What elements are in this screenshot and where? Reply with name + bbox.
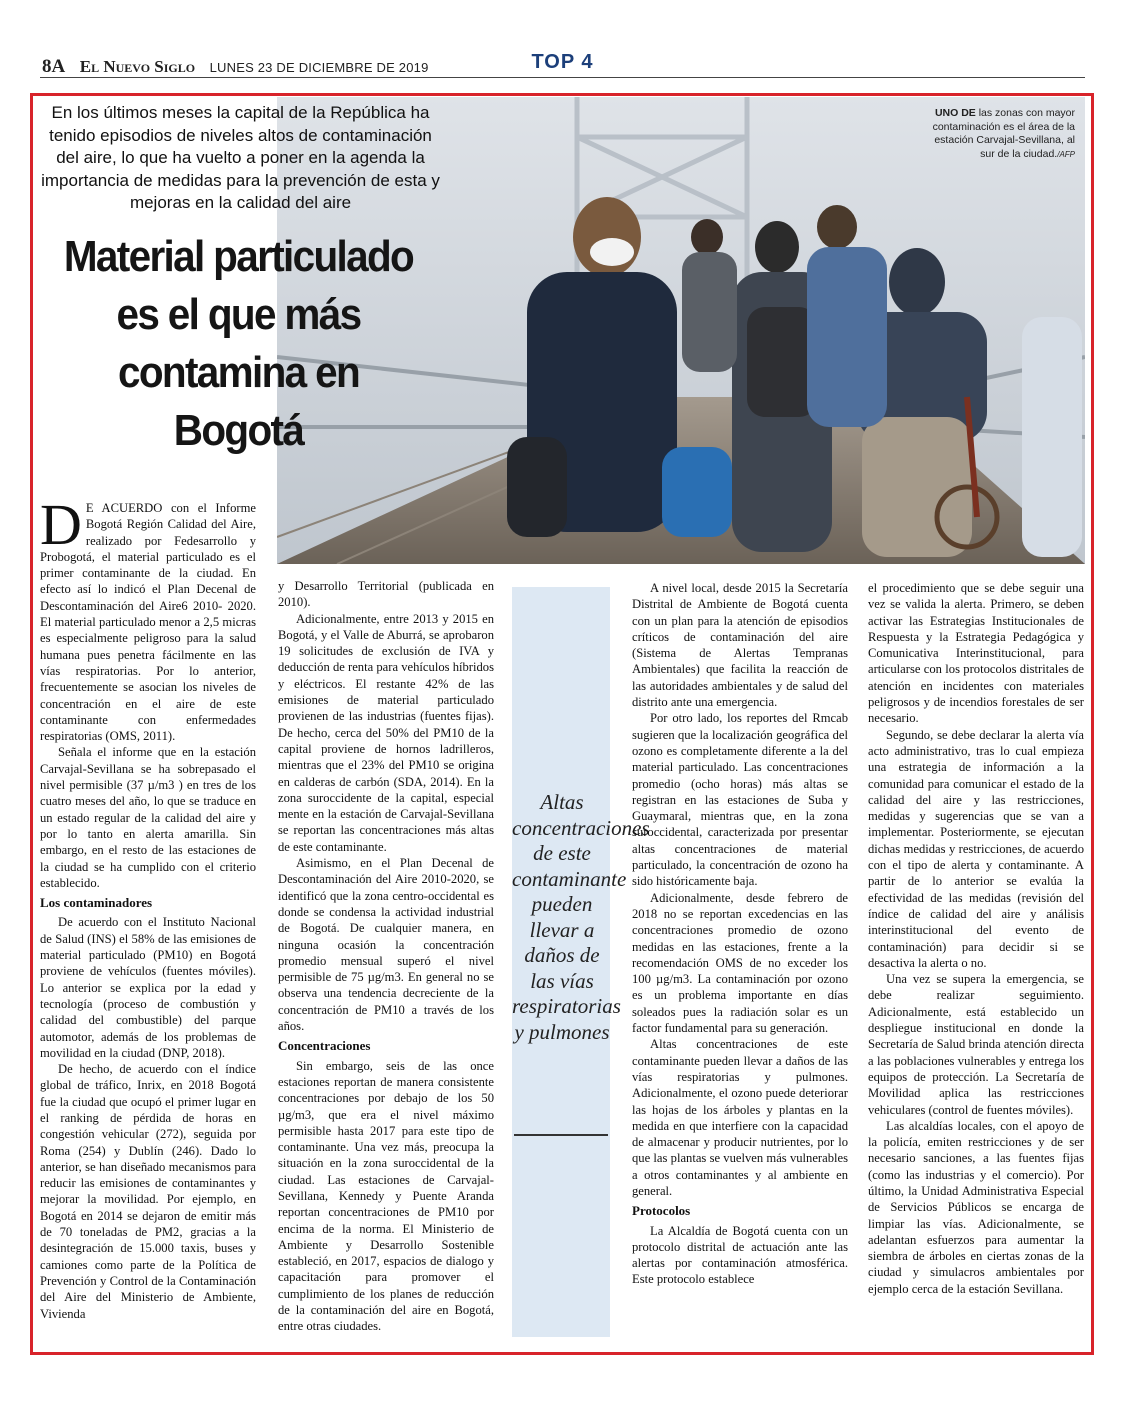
text-column-4 xyxy=(868,580,1084,1297)
paragraph: con el Informe Bogotá Región Calidad del Aire, realizado por Fedesarrollo y Probogotá, el material particulado es el primer contaminante de la ciudad. En efecto así lo indicó el Plan Decenal de Descontaminación del Aire6 2010- 2020. El material particulado menor a 2,5 micras es especialmente peligroso para la salud humana pues penetra fácilmente en las vías respiratorias. Por lo anterior, frecuentemente se asocian los niveles de concentración en el aire de este contaminante con enfermedades respiratorias (OMS, 2011). xyxy=(40,501,256,744)
paragraph: Una vez se supera la emergencia, se debe realizar seguimiento. Adicionalmente, está establecido un despliegue institucional en donde la Secretaría de Salud brinda atención directa a las poblaciones vulnerables y entrega los equipos de protección. La Secretaría de Movilidad aplica las restricciones vehiculares (control de fuentes móviles). xyxy=(868,972,1084,1117)
article-deck: En los últimos meses la capital de la República ha tenido episodios de niveles altos de contaminación del aire, lo que ha vuelto a poner en la agenda la importancia de medidas para la prevención de esta y mejoras en la calidad del aire xyxy=(41,103,440,212)
paragraph: el procedimiento que se debe seguir una vez se valida la alerta. Primero, se deben activar las Estrategias Institucionales de Respuesta y la Estrategia Pedagógica y Comunicativa Interinstitucional, para articularse con los protocolos distritales de atención en incidentes con materiales peligrosos y de incendios forestales de ser necesario. xyxy=(868,581,1084,726)
paragraph: Señala el informe que en la estación Carvajal-Sevillana se ha sobrepasado el nivel permisible (37 µ/m3 ) en tres de los cuatro meses del año, lo que se traduce en un estado regular de la calidad del aire y por lo tanto en alerta amarilla. Sin embargo, en el resto de las estaciones de la ciudad se ha cumplido con el criterio establecido. xyxy=(40,745,256,890)
text-column-2 xyxy=(278,578,494,1335)
header-rule xyxy=(40,77,1085,78)
paragraph: Adicionalmente, desde febrero de 2018 no se reportan excedencias en las concentraciones promedio de ozono medidas en las estaciones, frente a la recomendación OMS de no exceder los 100 µg/m3. La contaminación por ozono es un problema importante en días soleados pues la radiación solar es un factor fundamental para su generación. xyxy=(632,890,848,1036)
publication-name: El Nuevo Siglo xyxy=(79,57,196,76)
paragraph: Adicionalmente, entre 2013 y 2015 en Bogotá, y el Valle de Aburrá, se aprobaron 19 solicitudes de exclusión de IVA y deducción de renta para vehículos híbridos y eléctricos. El restante 42% de las emisiones de material particulado provienen de las industrias (fuentes fijas). De hecho, cerca del 50% del PM10 de la capital proviene de hornos ladrilleros, mientras que el 23% del PM10 se origina en calderas de carbón (SDA, 2014). En la zona suroccidente de la capital, especial mente en la estación de Carvajal-Sevillana se reportan las concentraciones más altas de este contaminante. xyxy=(278,611,494,854)
drop-cap: D xyxy=(40,492,82,557)
section-label: TOP 4 xyxy=(531,51,594,73)
paragraph: A nivel local, desde 2015 la Secretaría Distrital de Ambiente de Bogotá cuenta con un plan para la atención de episodios críticos de contaminación del aire (Sistema de Alertas Tempranas Ambientales) que facilita la reacción de las autoridades ambientales y de salud del distrito ante una emergencia. xyxy=(632,581,848,710)
pull-quote-rule xyxy=(514,1134,608,1136)
paragraph: De acuerdo con el Instituto Nacional de Salud (INS) el 58% de las emisiones de material particulado (PM10) en Bogotá proviene de vehículos (fuentes móviles). Lo anterior se explica por la edad y tecnología (proceso de combustión y calidad del combustible) del parque automotor, además de los problemas de movilidad en la ciudad (DNP, 2018). xyxy=(40,915,256,1060)
paragraph: De hecho, de acuerdo con el índice global de tráfico, Inrix, en 2018 Bogotá fue la ciudad que ocupó el primer lugar en el ranking de pérdida de horas en congestión vehicular (272), seguida por Roma (254) y Dublín (246). Dado lo anterior, se han diseñado mecanismos para reducir las emisiones de contaminantes y mejorar la movilidad. Por ejemplo, en Bogotá en 2014 se dejaron de emitir más de 70 toneladas de PM2, gracias a la desintegración de 15.000 taxis, buses y camiones como parte de la Política de Prevención y Control de la Contaminación del Aire del Ministerio de Ambiente, Vivienda xyxy=(40,1062,256,1321)
subhead-concentraciones: Concentraciones xyxy=(278,1038,371,1054)
paragraph: Segundo, se debe declarar la alerta vía acto administrativo, tras lo cual empieza una estrategia de información a la comunidad para comunicar el estado de la calidad del aire y las restricciones, medidas y sugerencias que se van a implementar. Posteriormente, se ejecutan dichas medidas y restricciones, de acuerdo con el tipo de alerta y contaminante. A partir de lo anterior se evalúa la efectividad de las medidas (revisión del índice de calidad del aire y análisis interinstitucional del evento de contaminación) para decidir si se desactiva la alerta o no. xyxy=(868,727,1084,970)
subhead-contaminadores: Los contaminadores xyxy=(40,895,153,911)
paragraph: La Alcaldía de Bogotá cuenta con un protocolo distrital de actuación ante las alertas por contaminación atmosférica. Este protocolo establece xyxy=(632,1223,848,1287)
photo-caption-text: las zonas con mayor contaminación es el área de la estación Carvajal-Sevillana, al sur de la ciudad. xyxy=(932,107,1075,160)
issue-date: LUNES 23 DE DICIEMBRE DE 2019 xyxy=(209,60,429,75)
photo-caption-lead: UNO DE xyxy=(934,107,976,119)
page-number: 8A xyxy=(42,56,66,77)
paragraph: Las alcaldías locales, con el apoyo de la policía, emiten restricciones y de ser necesario sanciones, a las fuentes fijas (como las industrias y el comercio). Por último, la Unidad Administrativa Especial de Servicios Públicos se encarga de limpiar las vías. Adicionalmente, se adelantan esfuerzos para aumentar la siembra de árboles en ciertas zonas de la ciudad y simulacros ambientales por ejemplo cerca de la estación Sevillana. xyxy=(868,1118,1084,1296)
text-column-1 xyxy=(40,492,256,1322)
paragraph: Altas concentraciones de este contaminante pueden llevar a daños de las vías respiratorias y pulmones. Adicionalmente, el ozono puede deteriorar las hojas de los árboles y plantas en la medida en que interfiere con la capacidad de almacenar y producir nutrientes, por lo que las plantas se vuelven más vulnerables a otros contaminantes y al ambiente en general. xyxy=(632,1037,848,1198)
photo-caption xyxy=(925,107,1075,161)
paragraph: Asimismo, en el Plan Decenal de Descontaminación del Aire 2010-2020, se identificó que la zona centro-occidental es donde se condensa la actividad industrial de Bogotá. De cualquier manera, en ninguna ocasión la concentración promedio mensual superó el nivel permisible de 75 µg/m3. En general no se observa una tendencia decreciente de la concentración de PM10 a través de los años. xyxy=(278,856,494,1034)
paragraph: Por otro lado, los reportes del Rmcab sugieren que la localización geográfica del ozono es completamente diferente a la del material particulado. Las concentraciones promedio (ocho horas) más altas se registran en las estaciones de Suba y Guaymaral, mientras que, en la zona suroccidental, caracterizada por presentar altas concentraciones de material particulado, la concentración de ozono ha sido históricamente baja. xyxy=(632,711,848,889)
lead-caps: E ACUERDO xyxy=(85,501,163,515)
subhead-protocolos: Protocolos xyxy=(632,1203,691,1219)
article-headline: Material particulado es el que más contamina en Bogotá xyxy=(63,232,414,455)
photo-credit: /AFP xyxy=(1057,149,1075,159)
lead-paragraph xyxy=(40,492,256,744)
text-column-3 xyxy=(632,580,848,1288)
pull-quote: Altas concentraciones de este contaminante pueden llevar a daños de las vías respiratorias y pulmones xyxy=(512,790,650,1044)
paragraph: Sin embargo, seis de las once estaciones reportan de manera consistente concentraciones por debajo de los 50 µg/m3, que era el nivel máximo permisible hasta 2017 para este tipo de contaminante. Una vez más, preocupa la situación en la zona suroccidental de la ciudad. Las estaciones de Carvajal-Sevillana, Kennedy y Puente Aranda reportan concentraciones de PM10 por encima de la norma. El Ministerio de Ambiente y Desarrollo Sostenible estableció, en 2017, espacios de dialogo y capacitación para promover el cumplimiento de los planes de reducción de la contaminación del aire en Bogotá, entre otras ciudades. xyxy=(278,1058,494,1334)
paragraph: y Desarrollo Territorial (publicada en 2010). xyxy=(278,579,494,610)
